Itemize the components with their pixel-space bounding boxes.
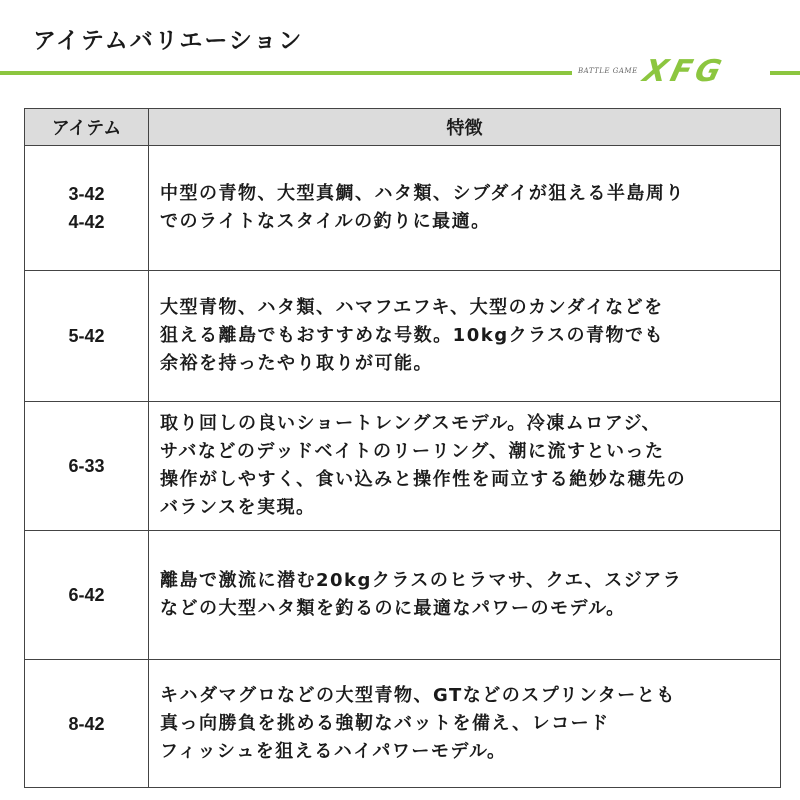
table-row	[25, 402, 781, 531]
feature-line: などの大型ハタ類を釣るのに最適なパワーのモデル。	[160, 598, 626, 619]
brand-logo	[576, 56, 771, 90]
feature-line: 離島で激流に潜む20kgクラスのヒラマサ、クエ、スジアラ	[160, 570, 683, 591]
item-code: 5-42	[68, 326, 105, 346]
item-code: 4-42	[68, 212, 105, 232]
feature-cell	[149, 402, 781, 531]
item-cell	[25, 271, 149, 402]
item-code: 8-42	[68, 713, 105, 734]
feature-line: 狙える離島でもおすすめな号数。10kgクラスの青物でも	[160, 325, 665, 346]
brand-logo-text: XFG	[639, 54, 729, 89]
feature-cell	[149, 660, 781, 788]
title-underline	[0, 71, 572, 75]
item-cell	[25, 146, 149, 271]
feature-line: 大型青物、ハタ類、ハマフエフキ、大型のカンダイなどを	[160, 297, 664, 318]
item-variation-table	[24, 108, 781, 788]
column-header-item: アイテム	[25, 109, 149, 146]
feature-line: フィッシュを狙えるハイパワーモデル。	[160, 740, 507, 762]
item-code: 6-33	[68, 456, 105, 476]
table-row	[25, 660, 781, 788]
feature-line: サバなどのデッドベイトのリーリング、潮に流すといった	[160, 441, 665, 462]
feature-cell	[149, 146, 781, 271]
table-row	[25, 531, 781, 660]
page-title: アイテムバリエーション	[33, 28, 304, 54]
feature-line: 取り回しの良いショートレングスモデル。冷凍ムロアジ、	[160, 413, 662, 434]
item-cell	[25, 402, 149, 531]
item-cell	[25, 660, 149, 788]
feature-line: でのライトなスタイルの釣りに最適。	[160, 211, 491, 232]
table-header-row	[25, 109, 781, 146]
feature-line: 真っ向勝負を挑める強靭なバットを備え、レコード	[160, 712, 610, 734]
feature-line: バランスを実現。	[160, 497, 316, 518]
feature-line: キハダマグロなどの大型青物、GTなどのスプリンターとも	[160, 684, 676, 706]
feature-cell	[149, 271, 781, 402]
table-row	[25, 146, 781, 271]
table-row	[25, 271, 781, 402]
item-cell	[25, 531, 149, 660]
brand-sub-label: BATTLE GAME	[578, 67, 638, 75]
feature-line: 操作がしやすく、食い込みと操作性を両立する絶妙な穂先の	[160, 469, 687, 490]
feature-line: 中型の青物、大型真鯛、ハタ類、シブダイが狙える半島周り	[160, 183, 685, 204]
item-code: 3-42	[68, 184, 105, 204]
feature-cell	[149, 531, 781, 660]
column-header-feature: 特徴	[149, 109, 781, 146]
title-underline-end	[770, 71, 800, 75]
feature-line: 余裕を持ったやり取りが可能。	[160, 353, 433, 374]
item-code: 6-42	[68, 585, 105, 605]
